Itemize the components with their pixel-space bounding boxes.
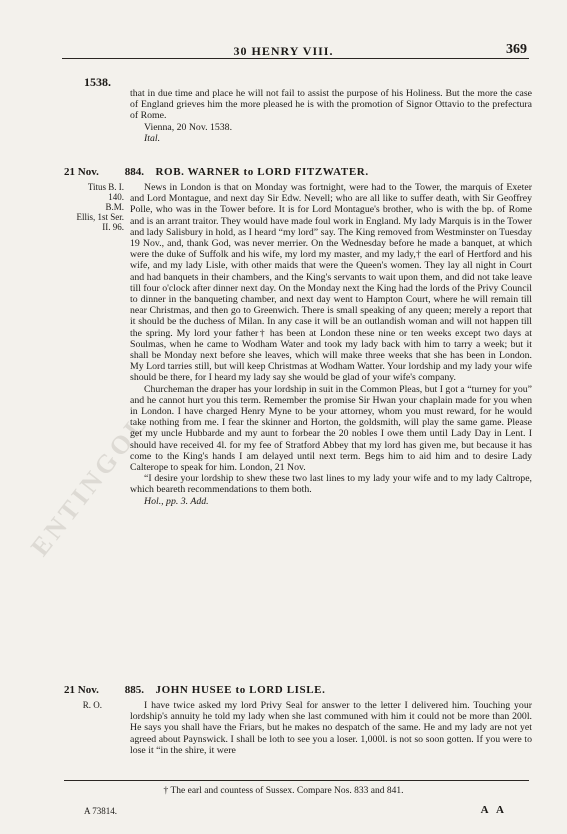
source-line: Titus B. I. 140. <box>87 182 124 202</box>
entry-884-source <box>72 182 124 232</box>
entry-884-body <box>130 182 532 507</box>
source-line: II. 96. <box>102 222 124 232</box>
source-line: B.M. <box>105 202 124 212</box>
entry-884-paragraph: “I desire your lordship to shew these two last lines to my lady your wife and to my lady Caltrope, which beareth recommendations to them both. <box>130 473 532 496</box>
entry-884-reference: Hol., pp. 3. Add. <box>144 495 209 507</box>
entry-884-date: 21 Nov. <box>64 166 99 178</box>
source-line: R. O. <box>82 700 102 710</box>
intro-block <box>130 88 532 144</box>
entry-885-paragraph: I have twice asked my lord Privy Seal for answer to the letter I delivered him. Touching your lordship's annuity he told my lady when she last communed with him it could not be more than 200l. He says you shall have the Friars, but he makes no despatch of the same. He and my lady are not yet agreed about Paynswick. I shall be loth to see you a loser. 1,000l. is not so soon gotten. If you were to lose it “in the shire, it were <box>130 700 532 756</box>
intro-dateline: Vienna, 20 Nov. 1538. <box>144 121 233 133</box>
footnote: † The earl and countess of Sussex. Compare Nos. 833 and 841. <box>163 786 404 796</box>
entry-884-paragraph: News in London is that on Monday was fortnight, were had to the Tower, the marquis of Exeter and Lord Montague, and next day Sir Edw. Nevell; who are all like to suffer death, with Sir Geoffrey Polle, who was in the Tower before. It is for Lord Montague's brother, who is with the bp. of Rome and is an arrant traitor. They would have made foul work in England. My lady Marquis is in the Tower and lady Salisbury in hold, as I heard “my lord” say. The King removed from Westminster on Tuesday 19 Nov., and, thank God, was never merrier. On the Wednesday before he made a banquet, at which were the duke of Suffolk and his wife, my lord my master, and my lady,† the earl of Hertford and his wife, and my lady Lisle, with other maids that were the Queen's women. They lay all night in Court and had banquets in their chambers, and the King's servants to wait upon them, and did not take leave till four o'clock after dinner next day. On the Monday next the King had the lords of the Privy Council to dinner in the banqueting chamber, and next day went to Hampton Court, where he will remain till near Christmas, and then go to Greenwich. There is small speaking of any queen; merely a report that it should be the duchess of Milan. In any case it will be an outlandish woman and will not happen till the spring. My lord your father† has been at London these nine or ten weeks except two days at Soulmas, when he came to Wodham Water and took my lady back with him to tarry a week; but it shall be Monday next before she leaves, which will make three weeks that she has been in London. My Lord tarries still, but will keep Christmas at Wodham Watter. Your lordship and my lady your wife should be there, for I heard my lady say she would be glad of your wife's company. <box>130 182 532 384</box>
header-rule <box>62 58 529 59</box>
entry-884-paragraph: Churcheman the draper has your lordship in suit in the Common Pleas, but I got a “turney for you” and he cannot hurt you this term. Remember the promise Sir Hwan your chaplain made for you when in London. I have charged Henry Myne to be your attorney, whom you must reward, for he would take nothing from me. I fear the skinner and Horton, the goldsmith, will play the same game. Please get my uncle Hubbarde and my aunt to forbear the 20 nobles I owe them until Lady Day in Lent. I should have received 4l. for my fee of Stratford Abbey that my lord has given me, but because it has come to the King's hands I am delayed until next term. Begs him to aid him and to desire Lady Calterope to speak for him. London, 21 Nov. <box>130 383 532 474</box>
entry-885-body <box>130 700 532 756</box>
entry-884-number: 884. <box>124 166 144 178</box>
page-number: 369 <box>506 42 527 57</box>
year-label: 1538. <box>84 75 111 89</box>
entry-884-title: ROB. WARNER to LORD FITZWATER. <box>155 166 369 178</box>
printer-signature: A 73814. <box>84 806 118 816</box>
intro-paragraph: that in due time and place he will not fail to assist the purpose of his Holiness. But the more the case of England grieves him the more pleased he is with the promotion of Signor Ottavio to the prefectura of Rome. <box>130 88 532 122</box>
entry-885-number: 885. <box>124 684 144 696</box>
running-head: 30 HENRY VIII. <box>233 44 334 58</box>
entry-885-title: JOHN HUSEE to LORD LISLE. <box>155 684 326 696</box>
source-line: Ellis, 1st Ser. <box>76 212 124 222</box>
footnote-rule <box>64 780 529 781</box>
intro-language: Ital. <box>144 132 161 144</box>
entry-884-heading <box>64 166 544 178</box>
sheet-mark: A A <box>480 804 507 816</box>
entry-885-date: 21 Nov. <box>64 684 99 696</box>
entry-885-heading <box>64 684 544 696</box>
entry-885-source <box>72 700 102 710</box>
library-watermark: ENTINGOL <box>25 407 155 562</box>
